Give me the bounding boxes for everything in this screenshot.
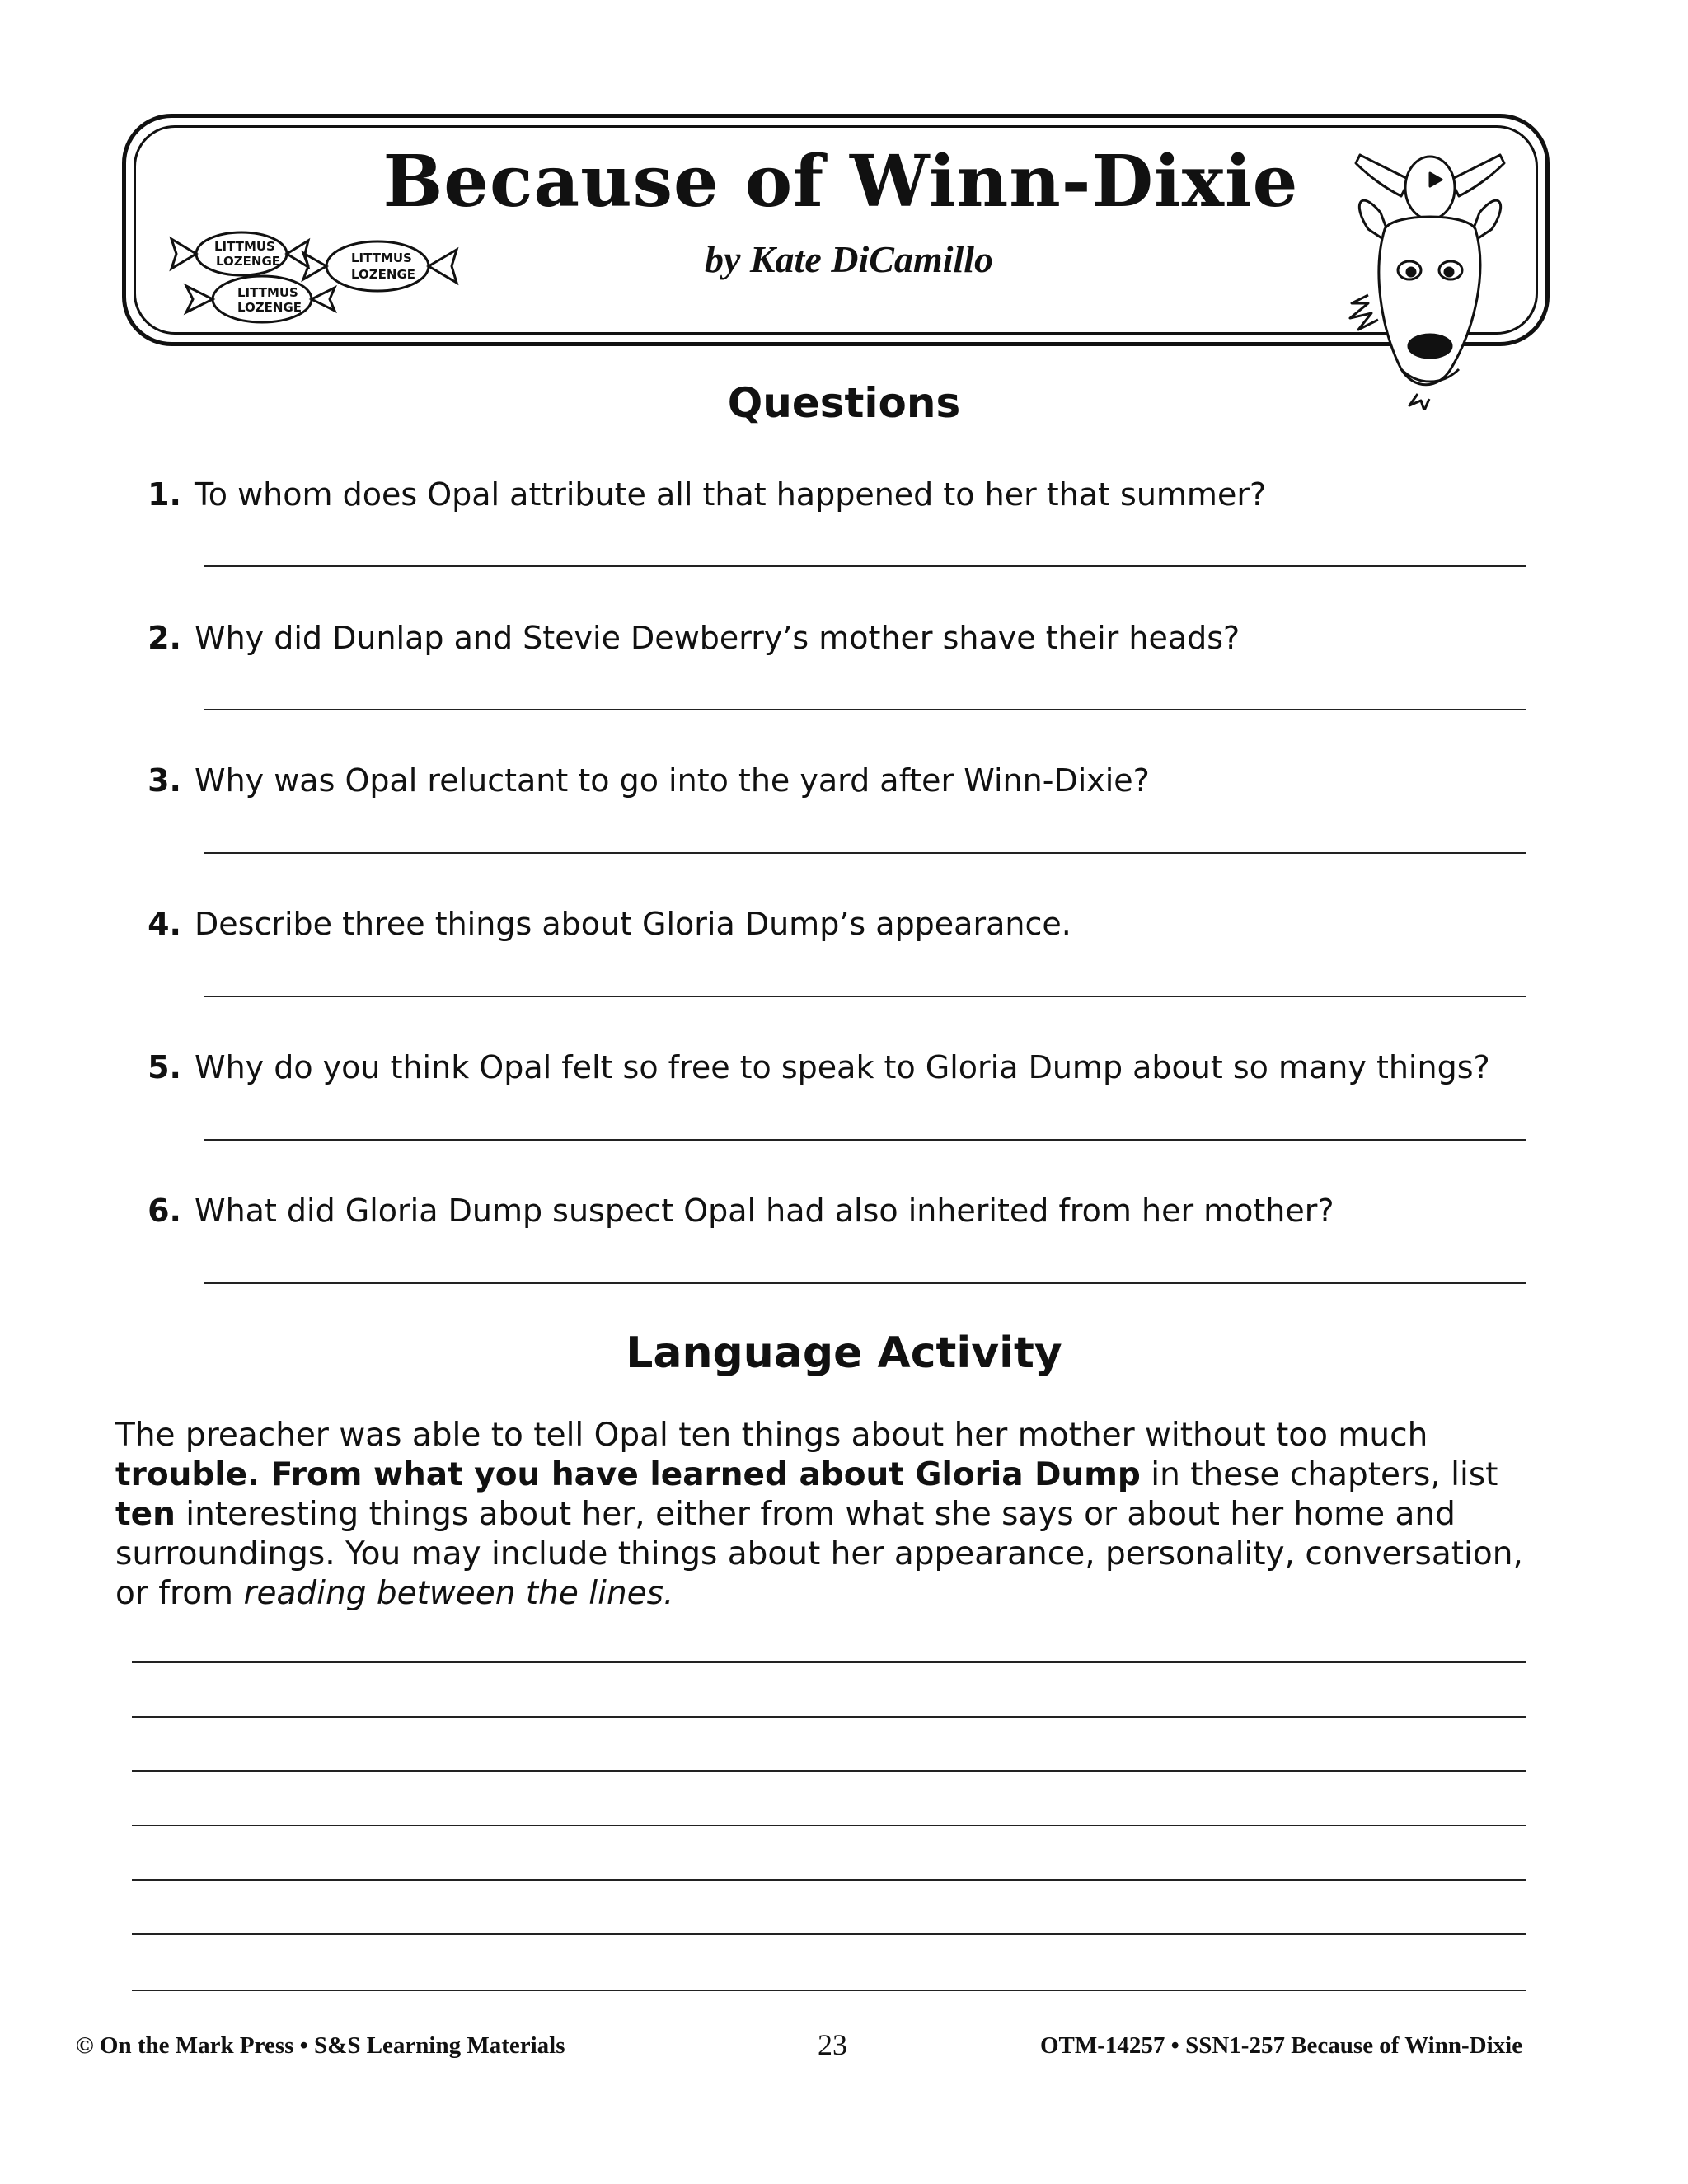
candy-wrapper-twist bbox=[312, 288, 335, 311]
candy-label: LITTMUS bbox=[237, 285, 298, 300]
candy-label: LOZENGE bbox=[237, 300, 302, 315]
question-number: 5. bbox=[148, 1049, 181, 1085]
writing-line[interactable] bbox=[132, 1933, 1526, 1935]
question-number: 3. bbox=[148, 762, 181, 799]
question-number: 6. bbox=[148, 1193, 181, 1229]
language-activity-heading: Language Activity bbox=[626, 1329, 1062, 1378]
answer-line[interactable] bbox=[204, 996, 1526, 997]
candy-wrapper-twist bbox=[429, 250, 457, 283]
activity-bold-text: ten bbox=[115, 1496, 176, 1533]
question-text: To whom does Opal attribute all that happened to her that summer? bbox=[195, 476, 1267, 513]
answer-line[interactable] bbox=[204, 1139, 1526, 1141]
activity-bold-text: trouble. From what you have learned about Gloria Dump bbox=[115, 1456, 1141, 1493]
candy-label: LITTMUS bbox=[214, 239, 275, 254]
dog-fur bbox=[1350, 295, 1378, 330]
question-text: Why do you think Opal felt so free to speak to Gloria Dump about so many things? bbox=[195, 1049, 1490, 1085]
writing-line[interactable] bbox=[132, 1879, 1526, 1881]
answer-line[interactable] bbox=[204, 852, 1526, 854]
book-title: Because of Winn-Dixie bbox=[382, 140, 1299, 223]
question-number: 4. bbox=[148, 906, 181, 942]
candy-label: LOZENGE bbox=[351, 267, 416, 282]
writing-line[interactable] bbox=[132, 1825, 1526, 1826]
candy-wrapper-twist bbox=[171, 239, 196, 269]
footer-product-code: OTM-14257 • SSN1-257 Because of Winn-Dixie bbox=[1040, 2032, 1523, 2059]
answer-line[interactable] bbox=[204, 565, 1526, 567]
activity-text: interesting things about her, either from what she says or about her home and surroundings. You may include things about her appearance, personality, conversation, or from bbox=[115, 1496, 1523, 1612]
question-text: Why was Opal reluctant to go into the yard after Winn-Dixie? bbox=[195, 762, 1150, 799]
answer-line[interactable] bbox=[204, 709, 1526, 710]
question-text: What did Gloria Dump suspect Opal had also inherited from her mother? bbox=[195, 1193, 1334, 1229]
dog-nose bbox=[1409, 335, 1451, 358]
candy-wrapper bbox=[326, 241, 429, 291]
parrot-wing bbox=[1451, 155, 1504, 196]
writing-line[interactable] bbox=[132, 1770, 1526, 1772]
question-number: 1. bbox=[148, 476, 181, 513]
question-text: Why did Dunlap and Stevie Dewberry’s mother shave their heads? bbox=[195, 620, 1240, 656]
candy-lozenges-illustration bbox=[155, 221, 493, 328]
questions-heading: Questions bbox=[727, 379, 961, 427]
writing-line[interactable] bbox=[132, 1716, 1526, 1718]
writing-line[interactable] bbox=[132, 1661, 1526, 1663]
page-number: 23 bbox=[818, 2028, 847, 2061]
activity-instructions bbox=[115, 1416, 1541, 1614]
activity-text: in these chapters, list bbox=[1140, 1456, 1498, 1493]
writing-line[interactable] bbox=[132, 1990, 1526, 1991]
dog-head bbox=[1379, 217, 1480, 385]
footer-publisher: © On the Mark Press • S&S Learning Materials bbox=[76, 2032, 565, 2059]
activity-italic-text: reading between the lines. bbox=[243, 1575, 674, 1612]
candy-label: LOZENGE bbox=[216, 254, 281, 269]
answer-line[interactable] bbox=[204, 1282, 1526, 1284]
activity-text: The preacher was able to tell Opal ten things about her mother without too much bbox=[115, 1417, 1428, 1454]
dog-with-parrot-illustration bbox=[1335, 130, 1525, 410]
candy-label: LITTMUS bbox=[351, 251, 412, 265]
question-number: 2. bbox=[148, 620, 181, 656]
question-text: Describe three things about Gloria Dump’s appearance. bbox=[195, 906, 1071, 942]
parrot-body bbox=[1405, 157, 1455, 219]
author-byline: by Kate DiCamillo bbox=[704, 238, 994, 280]
parrot-wing bbox=[1356, 155, 1409, 196]
candy-wrapper-twist bbox=[186, 286, 213, 312]
